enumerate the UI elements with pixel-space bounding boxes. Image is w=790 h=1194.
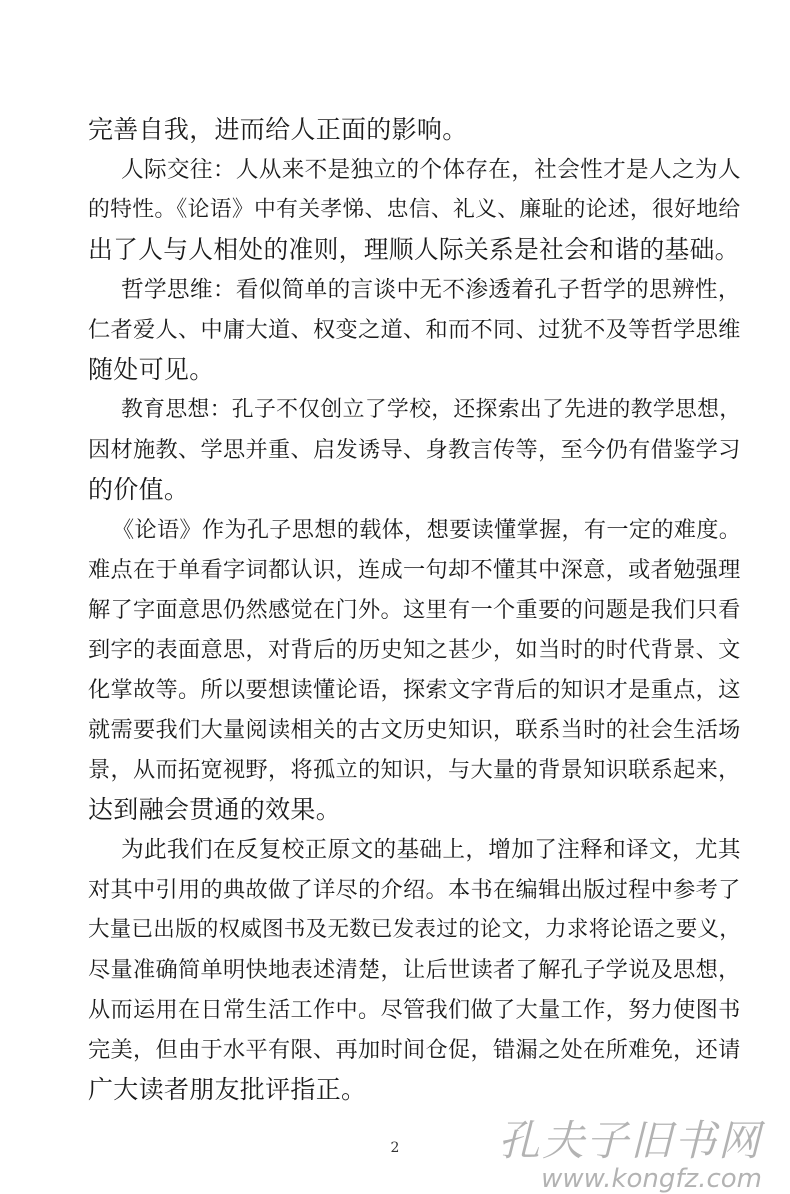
- watermark: [498, 1108, 762, 1194]
- text-line: 就需要我们大量阅读相关的古文历史知识，联系当时的社会生活场: [88, 717, 741, 743]
- page-number: 2: [390, 1140, 400, 1156]
- text-line: 出了人与人相处的准则，理顺人际关系是社会和谐的基础。: [88, 235, 740, 264]
- text-line: 为此我们在反复校正原文的基础上，增加了注释和译文，尤其: [121, 837, 741, 863]
- text-line: 尽量准确简单明快地表述清楚，让后世读者了解孔子学说及思想，: [88, 957, 741, 983]
- text-line: 人际交往：人从来不是独立的个体存在，社会性才是人之为人: [121, 157, 741, 183]
- watermark-url: www.kongfz.com: [541, 1164, 762, 1194]
- text-line: 完美，但由于水平有限、再加时间仓促，错漏之处在所难免，还请: [88, 1037, 741, 1063]
- text-line: 解了字面意思仍然感觉在门外。这里有一个重要的问题是我们只看: [88, 597, 741, 623]
- watermark-brand: 孔夫子旧书网: [497, 1116, 762, 1165]
- text-line: 哲学思维：看似简单的言谈中无不渗透着孔子哲学的思辨性，: [121, 277, 741, 303]
- text-line: 教育思想：孔子不仅创立了学校，还探索出了先进的教学思想，: [121, 397, 742, 422]
- text-line: 大量已出版的权威图书及无数已发表过的论文，力求将论语之要义，: [88, 917, 742, 942]
- text-line: 的特性。《论语》中有关孝悌、忠信、礼义、廉耻的论述，很好地给: [88, 197, 741, 222]
- text-line: 达到融会贯通的效果。: [88, 795, 342, 824]
- text-line: 《论语》作为孔子思想的载体，想要读懂掌握，有一定的难度。: [112, 517, 742, 543]
- text-line: 的价值。: [88, 475, 190, 504]
- text-line: 景，从而拓宽视野，将孤立的知识，与大量的背景知识联系起来，: [88, 757, 741, 783]
- text-line: 仁者爱人、中庸大道、权变之道、和而不同、过犹不及等哲学思维: [88, 317, 741, 343]
- text-line: 完善自我，进而给人正面的影响。: [88, 115, 468, 144]
- text-line: 化掌故等。所以要想读懂论语，探索文字背后的知识才是重点，这: [88, 677, 741, 703]
- text-line: 对其中引用的典故做了详尽的介绍。本书在编辑出版过程中参考了: [88, 877, 741, 903]
- text-line: 因材施教、学思并重、启发诱导、身教言传等，至今仍有借鉴学习: [88, 437, 741, 463]
- text-line: 随处可见。: [88, 355, 215, 384]
- text-line: 到字的表面意思，对背后的历史知之甚少，如当时的时代背景、文: [88, 637, 741, 663]
- text-line: 从而运用在日常生活工作中。尽管我们做了大量工作，努力使图书: [88, 997, 741, 1023]
- text-line: 难点在于单看字词都认识，连成一句却不懂其中深意，或者勉强理: [88, 557, 741, 583]
- text-line: 广大读者朋友批评指正。: [88, 1075, 367, 1104]
